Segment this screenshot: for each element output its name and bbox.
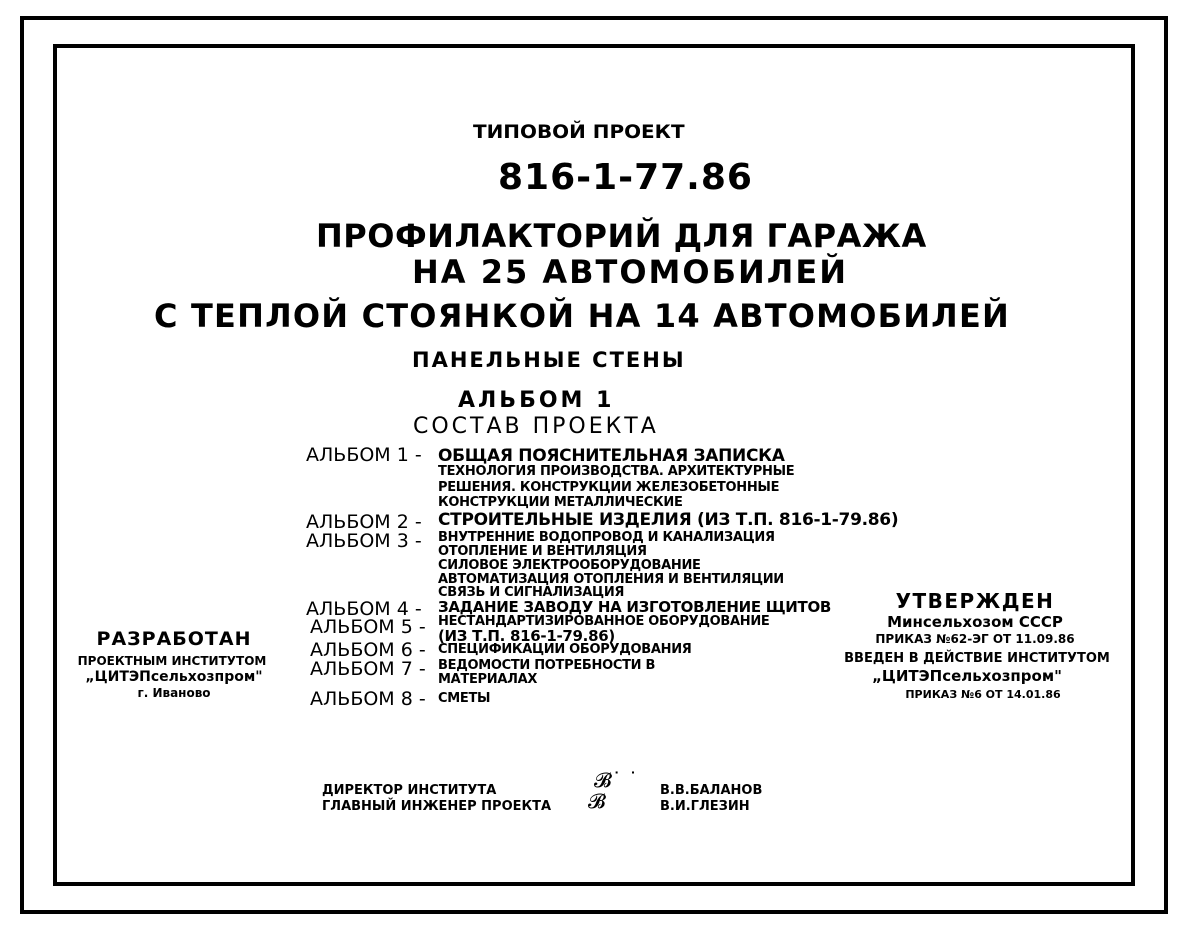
album-label: АЛЬБОМ 4 — [306, 598, 409, 620]
album-label: АЛЬБОМ 7 — [310, 658, 413, 680]
project-type: ТИПОВОЙ ПРОЕКТ — [473, 121, 685, 143]
list-item: АЛЬБОМ 6 - — [310, 639, 426, 661]
album-line: ВЕДОМОСТИ ПОТРЕБНОСТИ В — [438, 658, 656, 673]
title-line-2: НА 25 АВТОМОБИЛЕЙ — [412, 253, 848, 291]
album-label: АЛЬБОМ 5 — [310, 616, 413, 638]
album-label: АЛЬБОМ 8 — [310, 688, 413, 710]
developed-line: „ЦИТЭПсельхозпром" — [85, 669, 263, 685]
approved-line: ВВЕДЕН В ДЕЙСТВИЕ ИНСТИТУТОМ — [844, 651, 1110, 666]
album-line: ОБЩАЯ ПОЯСНИТЕЛЬНАЯ ЗАПИСКА — [438, 446, 785, 466]
title-line-1: ПРОФИЛАКТОРИЙ ДЛЯ ГАРАЖА — [316, 217, 927, 255]
list-item: АЛЬБОМ 4 - — [306, 598, 422, 620]
approved-heading: УТВЕРЖДЕН — [895, 589, 1055, 613]
album-label: АЛЬБОМ 6 — [310, 639, 413, 661]
album-line: НЕСТАНДАРТИЗИРОВАННОЕ ОБОРУДОВАНИЕ — [438, 614, 770, 629]
album-line: СВЯЗЬ И СИГНАЛИЗАЦИЯ — [438, 585, 625, 600]
composition-heading: СОСТАВ ПРОЕКТА — [413, 414, 659, 439]
album-line: ТЕХНОЛОГИЯ ПРОИЗВОДСТВА. АРХИТЕКТУРНЫЕ — [438, 464, 795, 479]
title-line-3: С ТЕПЛОЙ СТОЯНКОЙ НА 14 АВТОМОБИЛЕЙ — [154, 297, 1010, 335]
project-number: 816-1-77.86 — [498, 157, 753, 198]
album-line: РЕШЕНИЯ. КОНСТРУКЦИИ ЖЕЛЕЗОБЕТОННЫЕ — [438, 480, 780, 495]
list-item: АЛЬБОМ 5 - — [310, 616, 426, 638]
album-line: ОТОПЛЕНИЕ И ВЕНТИЛЯЦИЯ — [438, 544, 647, 559]
album-label: АЛЬБОМ 3 — [306, 530, 409, 552]
album-number: АЛЬБОМ 1 — [458, 388, 615, 413]
list-item: АЛЬБОМ 8 - — [310, 688, 426, 710]
list-item: АЛЬБОМ 3 - — [306, 530, 422, 552]
album-line: АВТОМАТИЗАЦИЯ ОТОПЛЕНИЯ И ВЕНТИЛЯЦИИ — [438, 572, 784, 587]
handwritten-signature: 𝓑˙ ˙ — [594, 768, 638, 792]
list-item: АЛЬБОМ 2 - — [306, 511, 422, 533]
developed-heading: РАЗРАБОТАН — [96, 628, 252, 650]
list-item: АЛЬБОМ 7 - — [310, 658, 426, 680]
album-line: СИЛОВОЕ ЭЛЕКТРООБОРУДОВАНИЕ — [438, 558, 701, 573]
signature-role: ГЛАВНЫЙ ИНЖЕНЕР ПРОЕКТА — [322, 799, 552, 814]
signature-name: В.В.БАЛАНОВ — [660, 783, 763, 798]
signature-name: В.И.ГЛЕЗИН — [660, 799, 750, 814]
subtitle: ПАНЕЛЬНЫЕ СТЕНЫ — [412, 348, 686, 372]
album-line: СПЕЦИФИКАЦИИ ОБОРУДОВАНИЯ — [438, 642, 692, 657]
handwritten-signature: 𝓑 — [588, 789, 606, 813]
album-line: КОНСТРУКЦИИ МЕТАЛЛИЧЕСКИЕ — [438, 495, 683, 510]
approved-line: ПРИКАЗ №6 ОТ 14.01.86 — [905, 688, 1061, 701]
list-item: АЛЬБОМ 1 - — [306, 444, 422, 466]
album-label: АЛЬБОМ 1 — [306, 444, 409, 466]
album-line: (ИЗ Т.П. 816-1-79.86) — [438, 627, 615, 645]
signature-role: ДИРЕКТОР ИНСТИТУТА — [322, 783, 497, 798]
developed-line: г. Иваново — [137, 686, 211, 700]
album-line: СТРОИТЕЛЬНЫЕ ИЗДЕЛИЯ (ИЗ Т.П. 816-1-79.86) — [438, 510, 899, 530]
approved-line: ПРИКАЗ №62-ЭГ ОТ 11.09.86 — [875, 632, 1075, 646]
album-line: ВНУТРЕННИЕ ВОДОПРОВОД И КАНАЛИЗАЦИЯ — [438, 530, 775, 545]
approved-line: „ЦИТЭПсельхозпром" — [872, 667, 1062, 685]
album-label: АЛЬБОМ 2 — [306, 511, 409, 533]
album-line: МАТЕРИАЛАХ — [438, 672, 538, 687]
approved-line: Минсельхозом СССР — [887, 613, 1063, 631]
developed-line: ПРОЕКТНЫМ ИНСТИТУТОМ — [77, 654, 267, 668]
album-line: ЗАДАНИЕ ЗАВОДУ НА ИЗГОТОВЛЕНИЕ ЩИТОВ — [438, 598, 832, 616]
album-line: СМЕТЫ — [438, 691, 491, 706]
